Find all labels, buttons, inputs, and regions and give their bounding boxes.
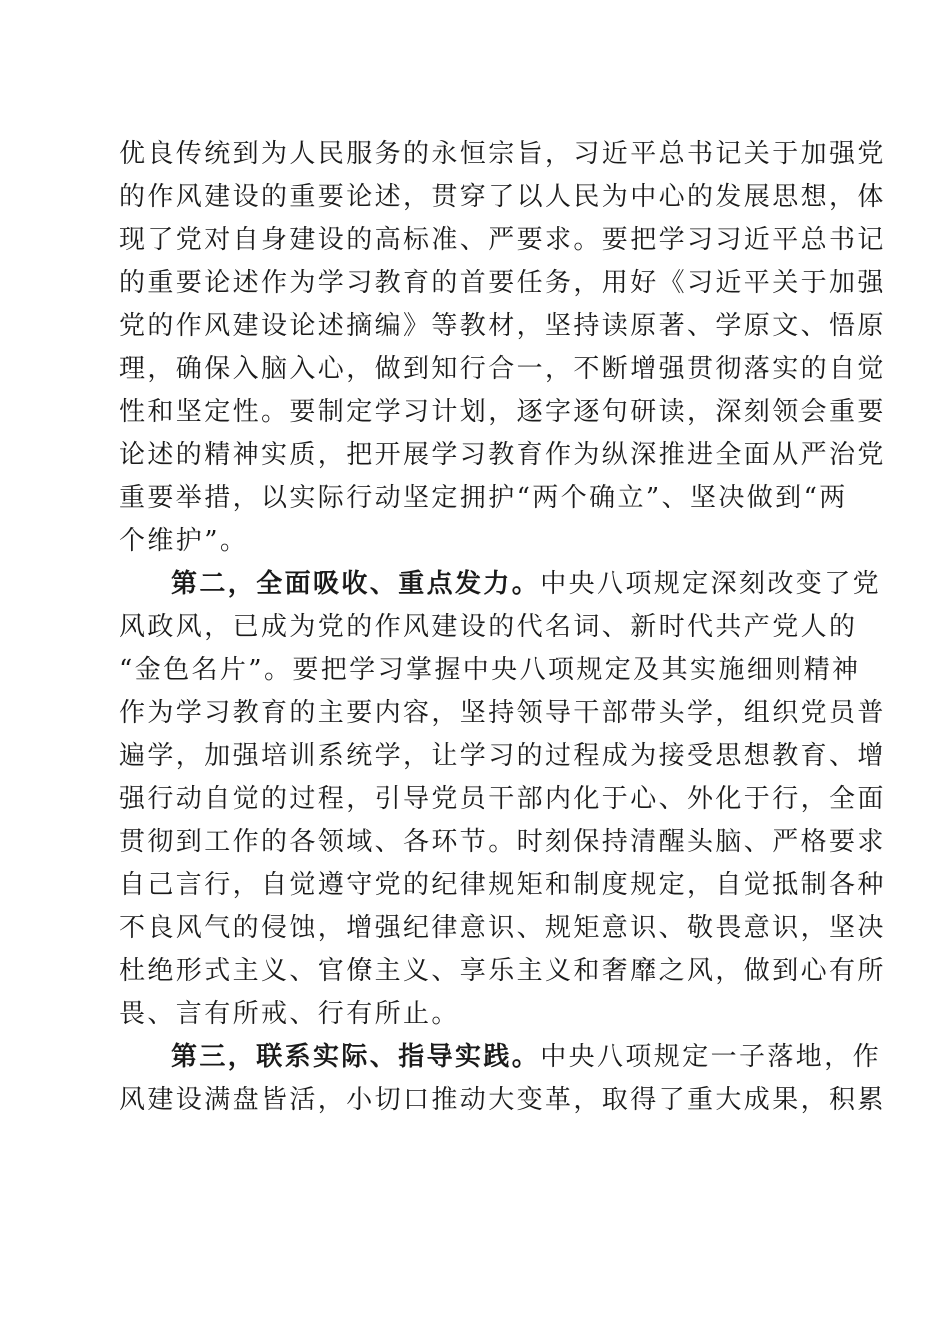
text-line: 个维护”。 [119,526,249,556]
paragraph-1 [119,133,886,563]
text-line: 党的作风建设论述摘编》等教材，坚持读原著、学原文、悟原 [119,311,886,341]
text-line: 的重要论述作为学习教育的首要任务，用好《习近平关于加强 [119,268,886,298]
paragraph-first-line [119,563,882,606]
text-span: 中央八项规定一子落地，作 [540,1042,882,1072]
text-line: 风政风，已成为党的作风建设的代名词、新时代共产党人的 [119,612,858,642]
paragraph-first-line [119,1036,882,1079]
text-line: 优良传统到为人民服务的永恒宗旨，习近平总书记关于加强党 [119,139,886,169]
text-line: 贯彻到工作的各领域、各环节。时刻保持清醒头脑、严格要求 [119,827,886,857]
section-lead-heading: 第二，全面吸收、重点发力。 [171,569,541,599]
text-line: 论述的精神实质，把开展学习教育作为纵深推进全面从严治党 [119,440,886,470]
text-line: 作为学习教育的主要内容，坚持领导干部带头学，组织党员普 [119,698,886,728]
text-line: 性和坚定性。要制定学习计划，逐字逐句研读，深刻领会重要 [119,397,886,427]
section-lead-heading: 第三，联系实际、指导实践。 [171,1042,541,1072]
text-line: 风建设满盘皆活，小切口推动大变革，取得了重大成果，积累 [119,1085,886,1115]
text-line: 的作风建设的重要论述，贯穿了以人民为中心的发展思想，体 [119,182,886,212]
text-line: 现了党对自身建设的高标准、严要求。要把学习习近平总书记 [119,225,886,255]
text-line: 畏、言有所戒、行有所止。 [119,999,460,1029]
text-line: “金色名片”。要把学习掌握中央八项规定及其实施细则精神 [119,655,861,685]
text-span: 中央八项规定深刻改变了党 [540,569,882,599]
paragraph-2 [119,563,886,1036]
text-line: 重要举措，以实际行动坚定拥护“两个确立”、坚决做到“两 [119,483,848,513]
text-line: 理，确保入脑入心，做到知行合一，不断增强贯彻落实的自觉 [119,354,886,384]
text-line: 自己言行，自觉遵守党的纪律规矩和制度规定，自觉抵制各种 [119,870,886,900]
paragraph-3 [119,1036,886,1122]
text-line: 强行动自觉的过程，引导党员干部内化于心、外化于行，全面 [119,784,886,814]
text-line: 杜绝形式主义、官僚主义、享乐主义和奢靡之风，做到心有所 [119,956,886,986]
document-body [119,133,886,1122]
text-line: 遍学，加强培训系统学，让学习的过程成为接受思想教育、增 [119,741,886,771]
text-line: 不良风气的侵蚀，增强纪律意识、规矩意识、敬畏意识，坚决 [119,913,886,943]
